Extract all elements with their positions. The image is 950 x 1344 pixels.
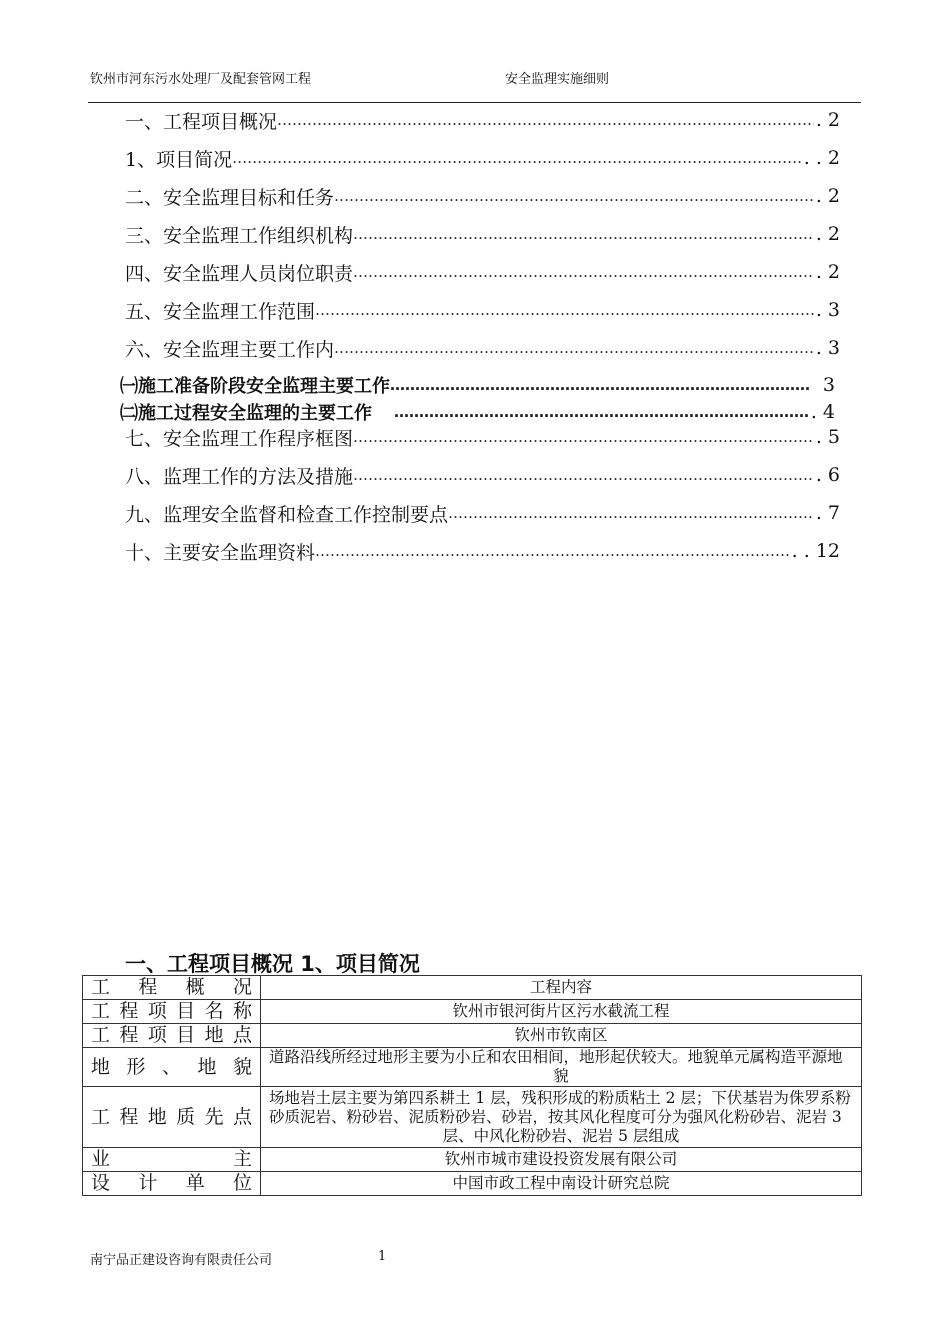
toc-entry-page: . 7: [815, 502, 840, 524]
table-row-value: 道路沿线所经过地形主要为小丘和农田相间，地形起伏较大。地貌单元属构造平源地貌: [261, 1048, 862, 1087]
toc-entry-label: 八、监理工作的方法及措施: [125, 465, 354, 488]
toc-entry-leader-dots: [353, 466, 814, 484]
table-row-key-char: 目: [176, 1024, 196, 1046]
table-row: [83, 976, 862, 1000]
table-row-key-text: [91, 1055, 252, 1078]
toc-entry-leader-dots: [334, 339, 814, 357]
table-row-key: [83, 1087, 261, 1148]
toc-entry-page: . 2: [815, 261, 840, 283]
table-row-key-char: 主: [232, 1148, 252, 1170]
toc-entry-label: ㈡施工过程安全监理的主要工作: [120, 403, 372, 424]
header-project-name: 钦州市河东污水处理厂及配套管网工程: [90, 72, 312, 87]
header-divider: [88, 102, 861, 103]
table-row-key: [83, 1000, 261, 1024]
table-row-key-char: 目: [176, 1000, 196, 1022]
toc-entry-leader-dots: [353, 225, 814, 243]
table-row-key-char: 地: [147, 1105, 167, 1128]
toc-entry-leader-dots: [315, 301, 814, 319]
footer-page-number: 1: [378, 1249, 387, 1264]
table-row-key: [83, 1148, 261, 1172]
table-row-key-text: [91, 1174, 252, 1193]
table-row-key-text: [91, 1026, 252, 1045]
table-row: [83, 1148, 862, 1172]
table-row-key-char: 点: [232, 1105, 252, 1128]
table-row-key-char: 程: [138, 976, 158, 998]
toc-entry-leader-dots: [448, 504, 814, 522]
toc-entry-leader-dots: [232, 149, 802, 167]
table-row-key-char: 形: [126, 1055, 146, 1078]
toc-entry-label: 二、安全监理目标和任务: [125, 186, 335, 209]
toc-entry-leader-dots: [353, 263, 814, 281]
table-row-key-char: 项: [147, 1024, 167, 1046]
toc-entry[interactable]: [125, 424, 840, 450]
table-row-key-char: 设: [91, 1172, 111, 1194]
table-row-key-char: 程: [119, 1105, 139, 1128]
table-row-value: 钦州市银河街片区污水截流工程: [261, 1000, 862, 1024]
table-row-value: 场地岩土层主要为第四系耕土 1 层，残积形成的粉质粘土 2 层；下伏基岩为侏罗系粉砂质泥岩、粉砂岩、泥质粉砂岩、砂岩，按其风化程度可分为强风化粉砂岩、泥岩 3 层、中风化粉砂岩、泥岩 5 层组成: [261, 1087, 862, 1148]
table-row-key: [83, 1172, 261, 1196]
toc-entry-page: 3: [822, 374, 835, 396]
toc-entry-leader-dots: [353, 428, 814, 446]
table-row-key-char: 程: [119, 1024, 139, 1046]
toc-entry-label: 三、安全监理工作组织机构: [125, 224, 354, 247]
toc-entry[interactable]: [120, 372, 835, 398]
footer-company: 南宁品正建设咨询有限责任公司: [90, 1253, 273, 1268]
toc-entry-label: 五、安全监理工作范围: [125, 300, 316, 323]
table-row-key-char: 地: [91, 1055, 111, 1078]
toc-entry-page: . . 12: [791, 540, 840, 562]
header-doc-title: 安全监理实施细则: [505, 72, 610, 87]
toc-entry-label: 九、监理安全监督和检查工作控制要点: [125, 503, 449, 526]
table-row-key-char: 概: [185, 976, 205, 998]
toc-entry[interactable]: [125, 259, 840, 285]
table-row-key-char: 工: [91, 1024, 111, 1046]
table-row-key: [83, 976, 261, 1000]
toc-entry-page: . 3: [815, 299, 840, 321]
toc-entry-leader-dots: [394, 403, 809, 421]
table-row-key-char: 、: [161, 1055, 181, 1078]
toc-entry-page: . 6: [815, 464, 840, 486]
toc-entry-page: . 4: [810, 401, 835, 423]
toc-entry-label: 十、主要安全监理资料: [125, 541, 316, 564]
toc-entry[interactable]: [125, 145, 840, 171]
table-row-key-char: 位: [232, 1172, 252, 1194]
toc-entry[interactable]: [125, 297, 840, 323]
table-row-key-char: 貌: [232, 1055, 252, 1078]
table-row-key-char: 地: [204, 1024, 224, 1046]
toc-entry-leader-dots: [390, 376, 809, 394]
toc-entry-page: . 2: [815, 185, 840, 207]
table-row-key-char: 名: [204, 1000, 224, 1022]
toc-entry[interactable]: [125, 107, 840, 133]
table-row-key-char: 工: [91, 1000, 111, 1022]
table-row-key-char: 程: [119, 1000, 139, 1022]
table-row-key-char: 工: [91, 976, 111, 998]
table-row-value: 工程内容: [261, 976, 862, 1000]
toc-entry-page: . 3: [815, 337, 840, 359]
toc-entry-leader-dots: [315, 542, 790, 560]
table-row-key-char: 称: [232, 1000, 252, 1022]
table-row-key-char: 质: [176, 1105, 196, 1128]
toc-entry-label: 一、工程项目概况: [125, 110, 278, 133]
table-row-key-char: 项: [147, 1000, 167, 1022]
toc-entry[interactable]: [125, 335, 840, 361]
toc-entry-label: 六、安全监理主要工作内: [125, 338, 335, 361]
toc-entry-label: 1、项目简况: [125, 148, 233, 171]
table-row-key-char: 工: [91, 1105, 111, 1128]
table-row-key-char: 单: [185, 1172, 205, 1194]
toc-entry[interactable]: [125, 462, 840, 488]
table-row-key-text: [91, 1150, 252, 1169]
toc-entry-leader-dots: [334, 187, 814, 205]
table-row-key-char: 先: [204, 1105, 224, 1128]
toc-entry-label: 四、安全监理人员岗位职责: [125, 262, 354, 285]
toc-entry[interactable]: [125, 538, 840, 564]
table-row-key-text: [91, 1105, 252, 1128]
toc-entry-leader-dots: [277, 111, 814, 129]
table-row-key-char: 况: [232, 976, 252, 998]
table-row-key: [83, 1024, 261, 1048]
toc-entry[interactable]: [125, 500, 840, 526]
toc-entry[interactable]: [120, 399, 835, 425]
table-row: [83, 1087, 862, 1148]
project-info-table: [82, 975, 862, 1196]
table-row-key-char: 点: [232, 1024, 252, 1046]
table-row-value: 中国市政工程中南设计研究总院: [261, 1172, 862, 1196]
table-row: [83, 1000, 862, 1024]
toc-entry[interactable]: [125, 183, 840, 209]
toc-entry-page: . 5: [815, 426, 840, 448]
section-title: 一、工程项目概况 1、项目简况: [125, 952, 420, 976]
toc-entry-label: ㈠施工准备阶段安全监理主要工作: [120, 376, 390, 397]
toc-entry[interactable]: [125, 221, 840, 247]
table-row-key-char: 地: [197, 1055, 217, 1078]
table-row-key-char: 业: [91, 1148, 111, 1170]
table-row-key-char: 计: [138, 1172, 158, 1194]
table-row-value: 钦州市城市建设投资发展有限公司: [261, 1148, 862, 1172]
table-row: [83, 1024, 862, 1048]
toc-entry-label: 七、安全监理工作程序框图: [125, 427, 354, 450]
table-row-key: [83, 1048, 261, 1087]
toc-entry-page: . . 2: [803, 147, 840, 169]
table-row: [83, 1048, 862, 1087]
table-row-key-text: [91, 1002, 252, 1021]
toc-entry-page: . 2: [815, 109, 840, 131]
table-row: [83, 1172, 862, 1196]
table-row-value: 钦州市钦南区: [261, 1024, 862, 1048]
toc-entry-page: . 2: [815, 223, 840, 245]
table-row-key-text: [91, 978, 252, 997]
